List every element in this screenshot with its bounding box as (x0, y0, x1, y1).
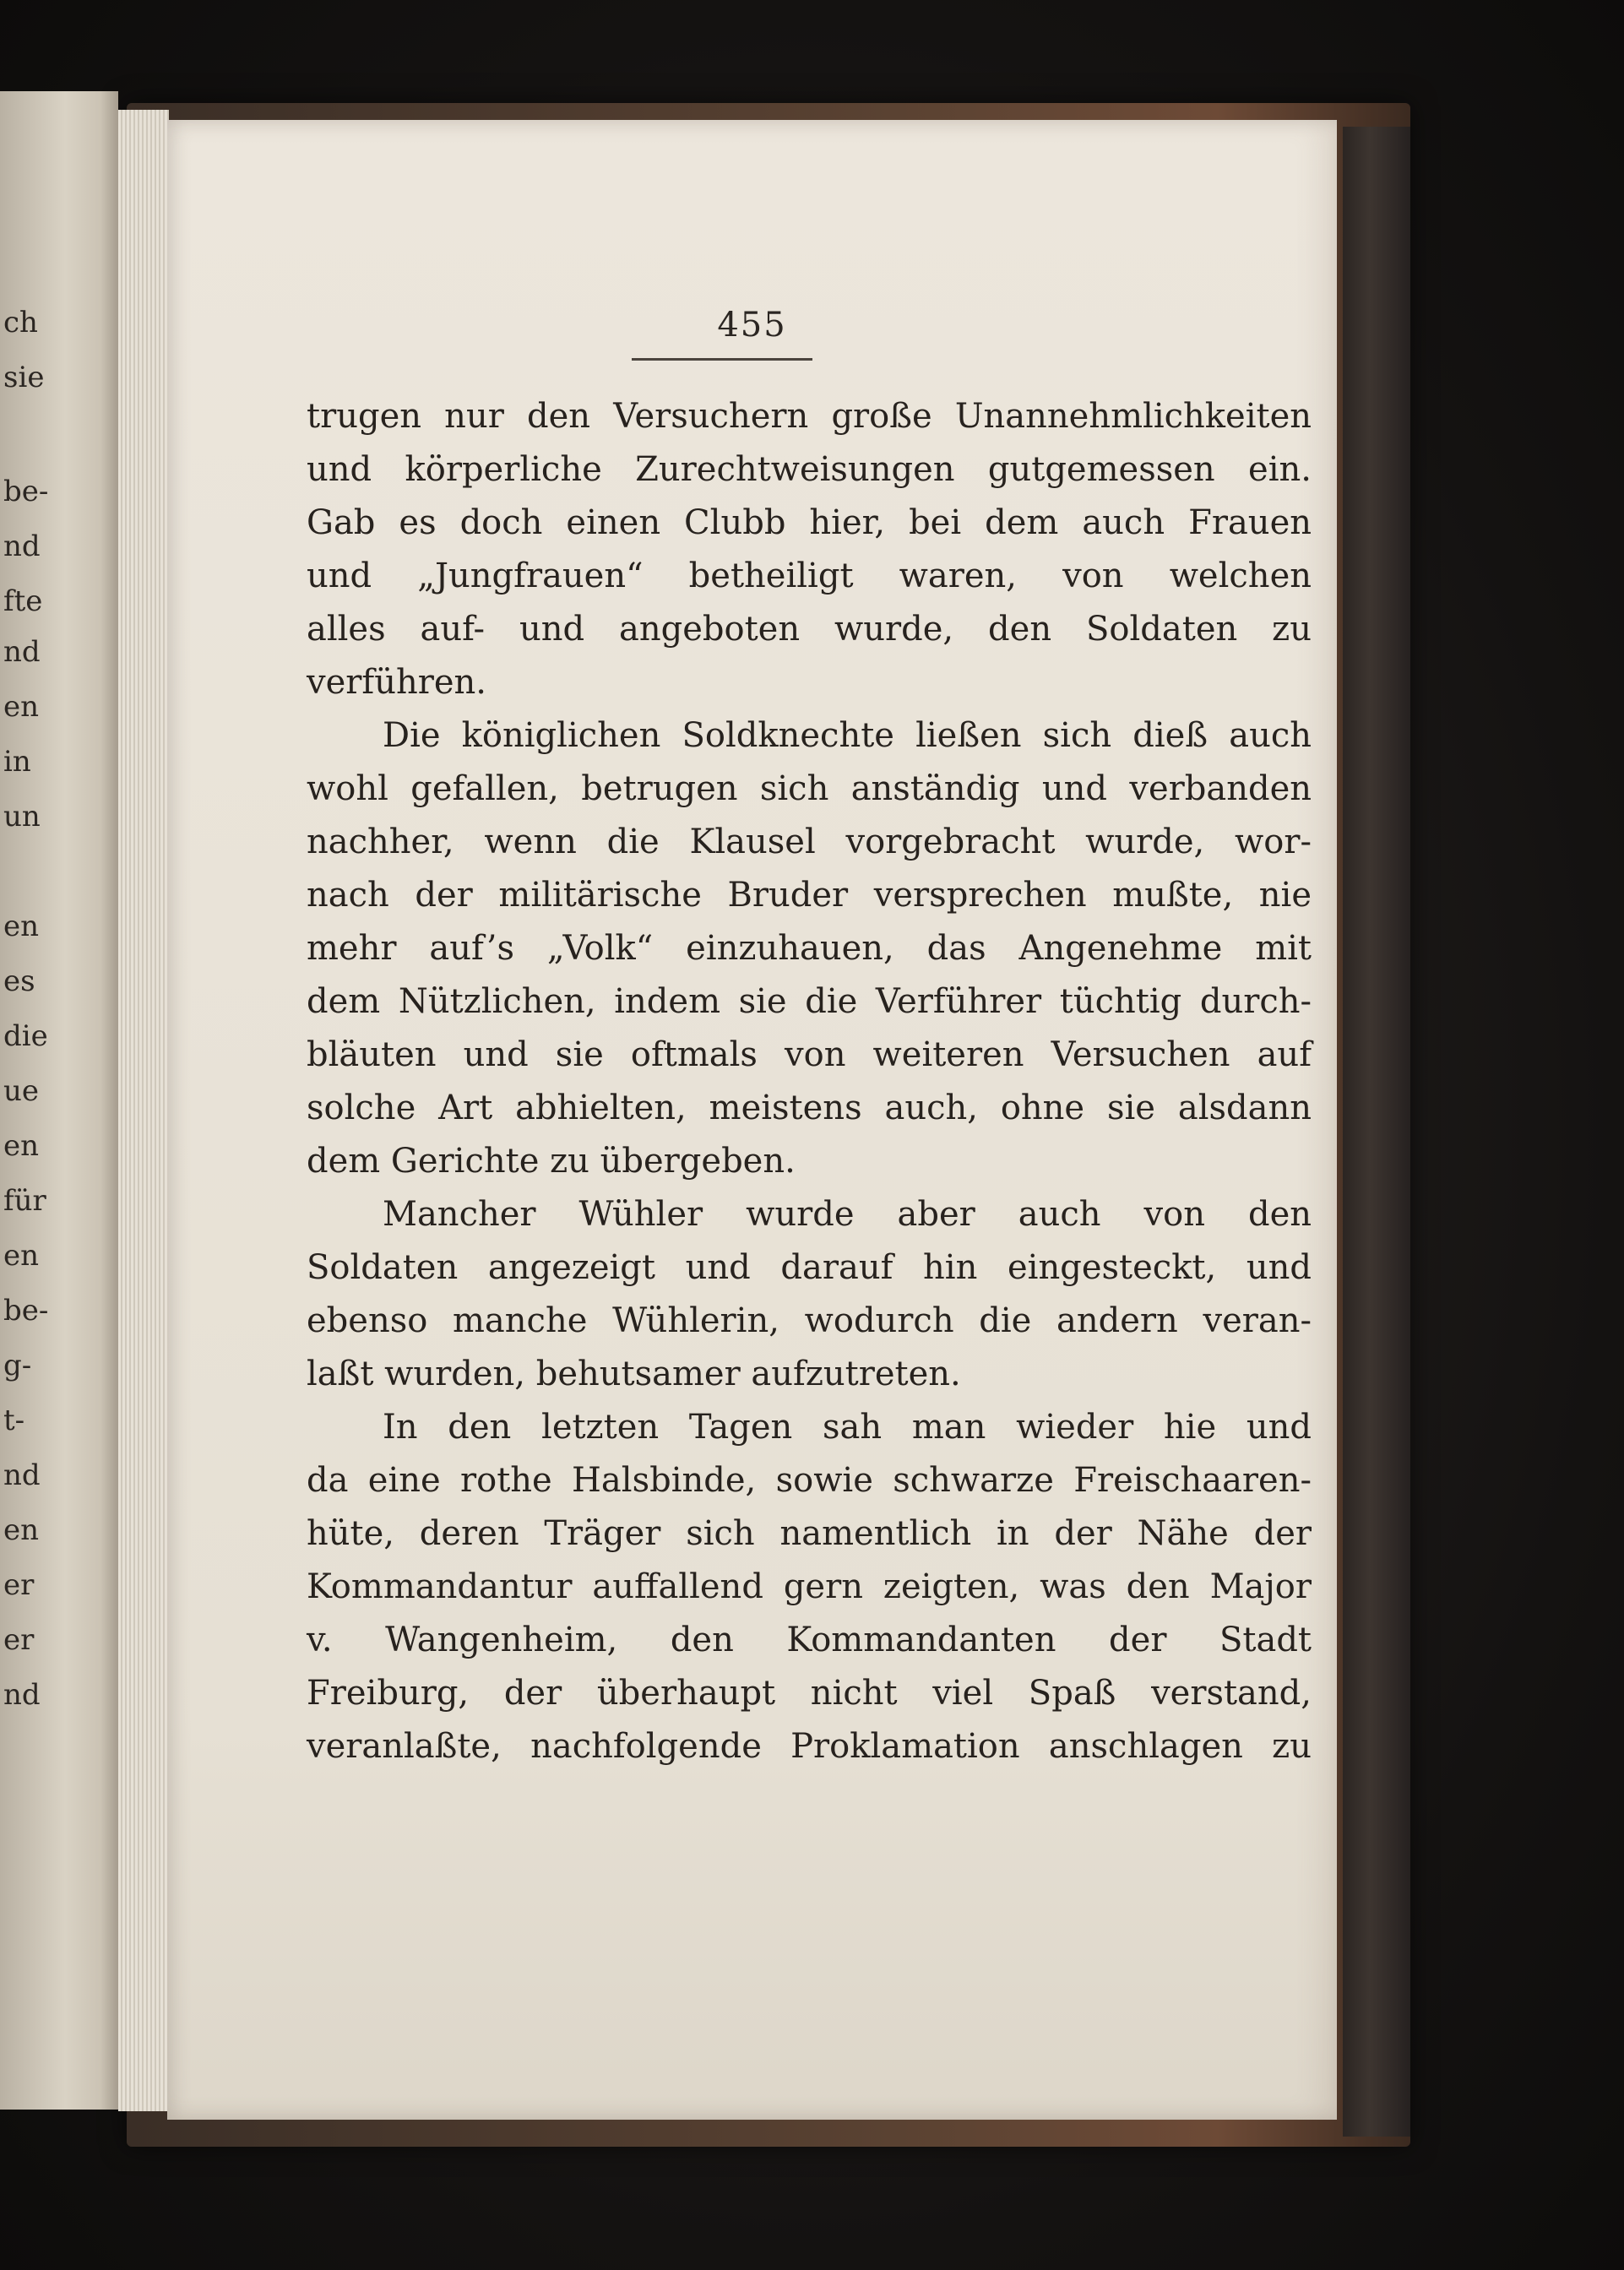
text-line: alles auf- und angeboten wurde, den Soldaten zu (307, 610, 1312, 649)
text-line: dem Nützlichen, indem sie die Verführer tüchtig durch- (307, 982, 1312, 1021)
left-page-text-fragment: ue (3, 1074, 40, 1108)
text-line: wohl gefallen, betrugen sich anständig und verbanden (307, 769, 1312, 808)
text-line: laßt wurden, behutsamer aufzutreten. (307, 1355, 961, 1393)
text-line: verführen. (307, 663, 486, 702)
paragraph (307, 1401, 1312, 1773)
page-number-rule (632, 358, 812, 361)
text-line: Gab es doch einen Clubb hier, bei dem auch Frauen (307, 503, 1312, 542)
left-page-text-fragment: en (3, 1239, 40, 1273)
left-page-text-fragment: un (3, 800, 41, 834)
text-line: v. Wangenheim, den Kommandanten der Stadt (307, 1621, 1312, 1659)
text-line: trugen nur den Versuchern große Unannehmlichkeiten (307, 397, 1312, 436)
left-page-text-fragment: en (3, 1513, 40, 1547)
left-page-text-fragment: nd (3, 1678, 41, 1712)
text-line: und körperliche Zurechtweisungen gutgemessen ein. (307, 450, 1312, 489)
left-page-text-fragment: en (3, 1129, 40, 1163)
left-page-text-fragment: er (3, 1568, 35, 1602)
body-text (307, 390, 1312, 1773)
left-page-text-fragment: er (3, 1623, 35, 1657)
left-page-text-fragment: en (3, 910, 40, 943)
left-page-text-fragment: die (3, 1019, 48, 1053)
text-line: dem Gerichte zu übergeben. (307, 1142, 796, 1181)
text-line: solche Art abhielten, meistens auch, ohne sie alsdann (307, 1089, 1312, 1127)
left-page-text-fragment: en (3, 690, 40, 724)
text-line: mehr auf’s „Volk“ einzuhauen, das Angenehme mit (307, 929, 1312, 968)
left-page-text-fragment: für (3, 1184, 46, 1218)
paragraph (307, 1188, 1312, 1401)
left-page-text-fragment: g- (3, 1349, 32, 1382)
text-line: Freiburg, der überhaupt nicht viel Spaß verstand, (307, 1674, 1312, 1713)
text-line: Kommandantur auffallend gern zeigten, was den Major (307, 1567, 1312, 1606)
page-stack-edge (118, 110, 169, 2111)
page-number: 455 (717, 306, 787, 345)
text-line: veranlaßte, nachfolgende Proklamation anschlagen zu (307, 1727, 1312, 1766)
left-page-text-fragment: t- (3, 1404, 25, 1437)
text-line: nach der militärische Bruder versprechen mußte, nie (307, 876, 1312, 915)
text-line: Soldaten angezeigt und darauf hin eingesteckt, und (307, 1248, 1312, 1287)
left-page-text-fragment: nd (3, 1458, 41, 1492)
left-page-text-fragment: nd (3, 635, 41, 669)
text-line: Mancher Wühler wurde aber auch von den (383, 1195, 1312, 1234)
text-line: In den letzten Tagen sah man wieder hie und (383, 1408, 1312, 1447)
left-page-text-fragment: es (3, 964, 35, 998)
left-page (0, 91, 118, 2110)
book-cover-edge (1343, 127, 1410, 2137)
right-page (167, 120, 1337, 2120)
left-page-text-fragment: in (3, 745, 31, 779)
text-line: nachher, wenn die Klausel vorgebracht wurde, wor- (307, 823, 1312, 861)
text-line: hüte, deren Träger sich namentlich in der Nähe der (307, 1514, 1312, 1553)
text-line: Die königlichen Soldknechte ließen sich dieß auch (383, 716, 1312, 755)
text-line: ebenso manche Wühlerin, wodurch die andern veran- (307, 1301, 1312, 1340)
paragraph (307, 709, 1312, 1188)
text-line: da eine rothe Halsbinde, sowie schwarze Freischaaren- (307, 1461, 1312, 1500)
left-page-text-fragment: be- (3, 1294, 49, 1328)
text-line: und „Jungfrauen“ betheiligt waren, von welchen (307, 557, 1312, 595)
left-page-text-fragment: ch (3, 306, 38, 339)
left-page-text-fragment: fte (3, 584, 43, 618)
left-page-text-fragment: be- (3, 475, 49, 508)
left-page-text-fragment: sie (3, 361, 45, 394)
left-page-text-fragment: nd (3, 529, 41, 563)
text-line: bläuten und sie oftmals von weiteren Versuchen auf (307, 1035, 1312, 1074)
paragraph (307, 390, 1312, 709)
